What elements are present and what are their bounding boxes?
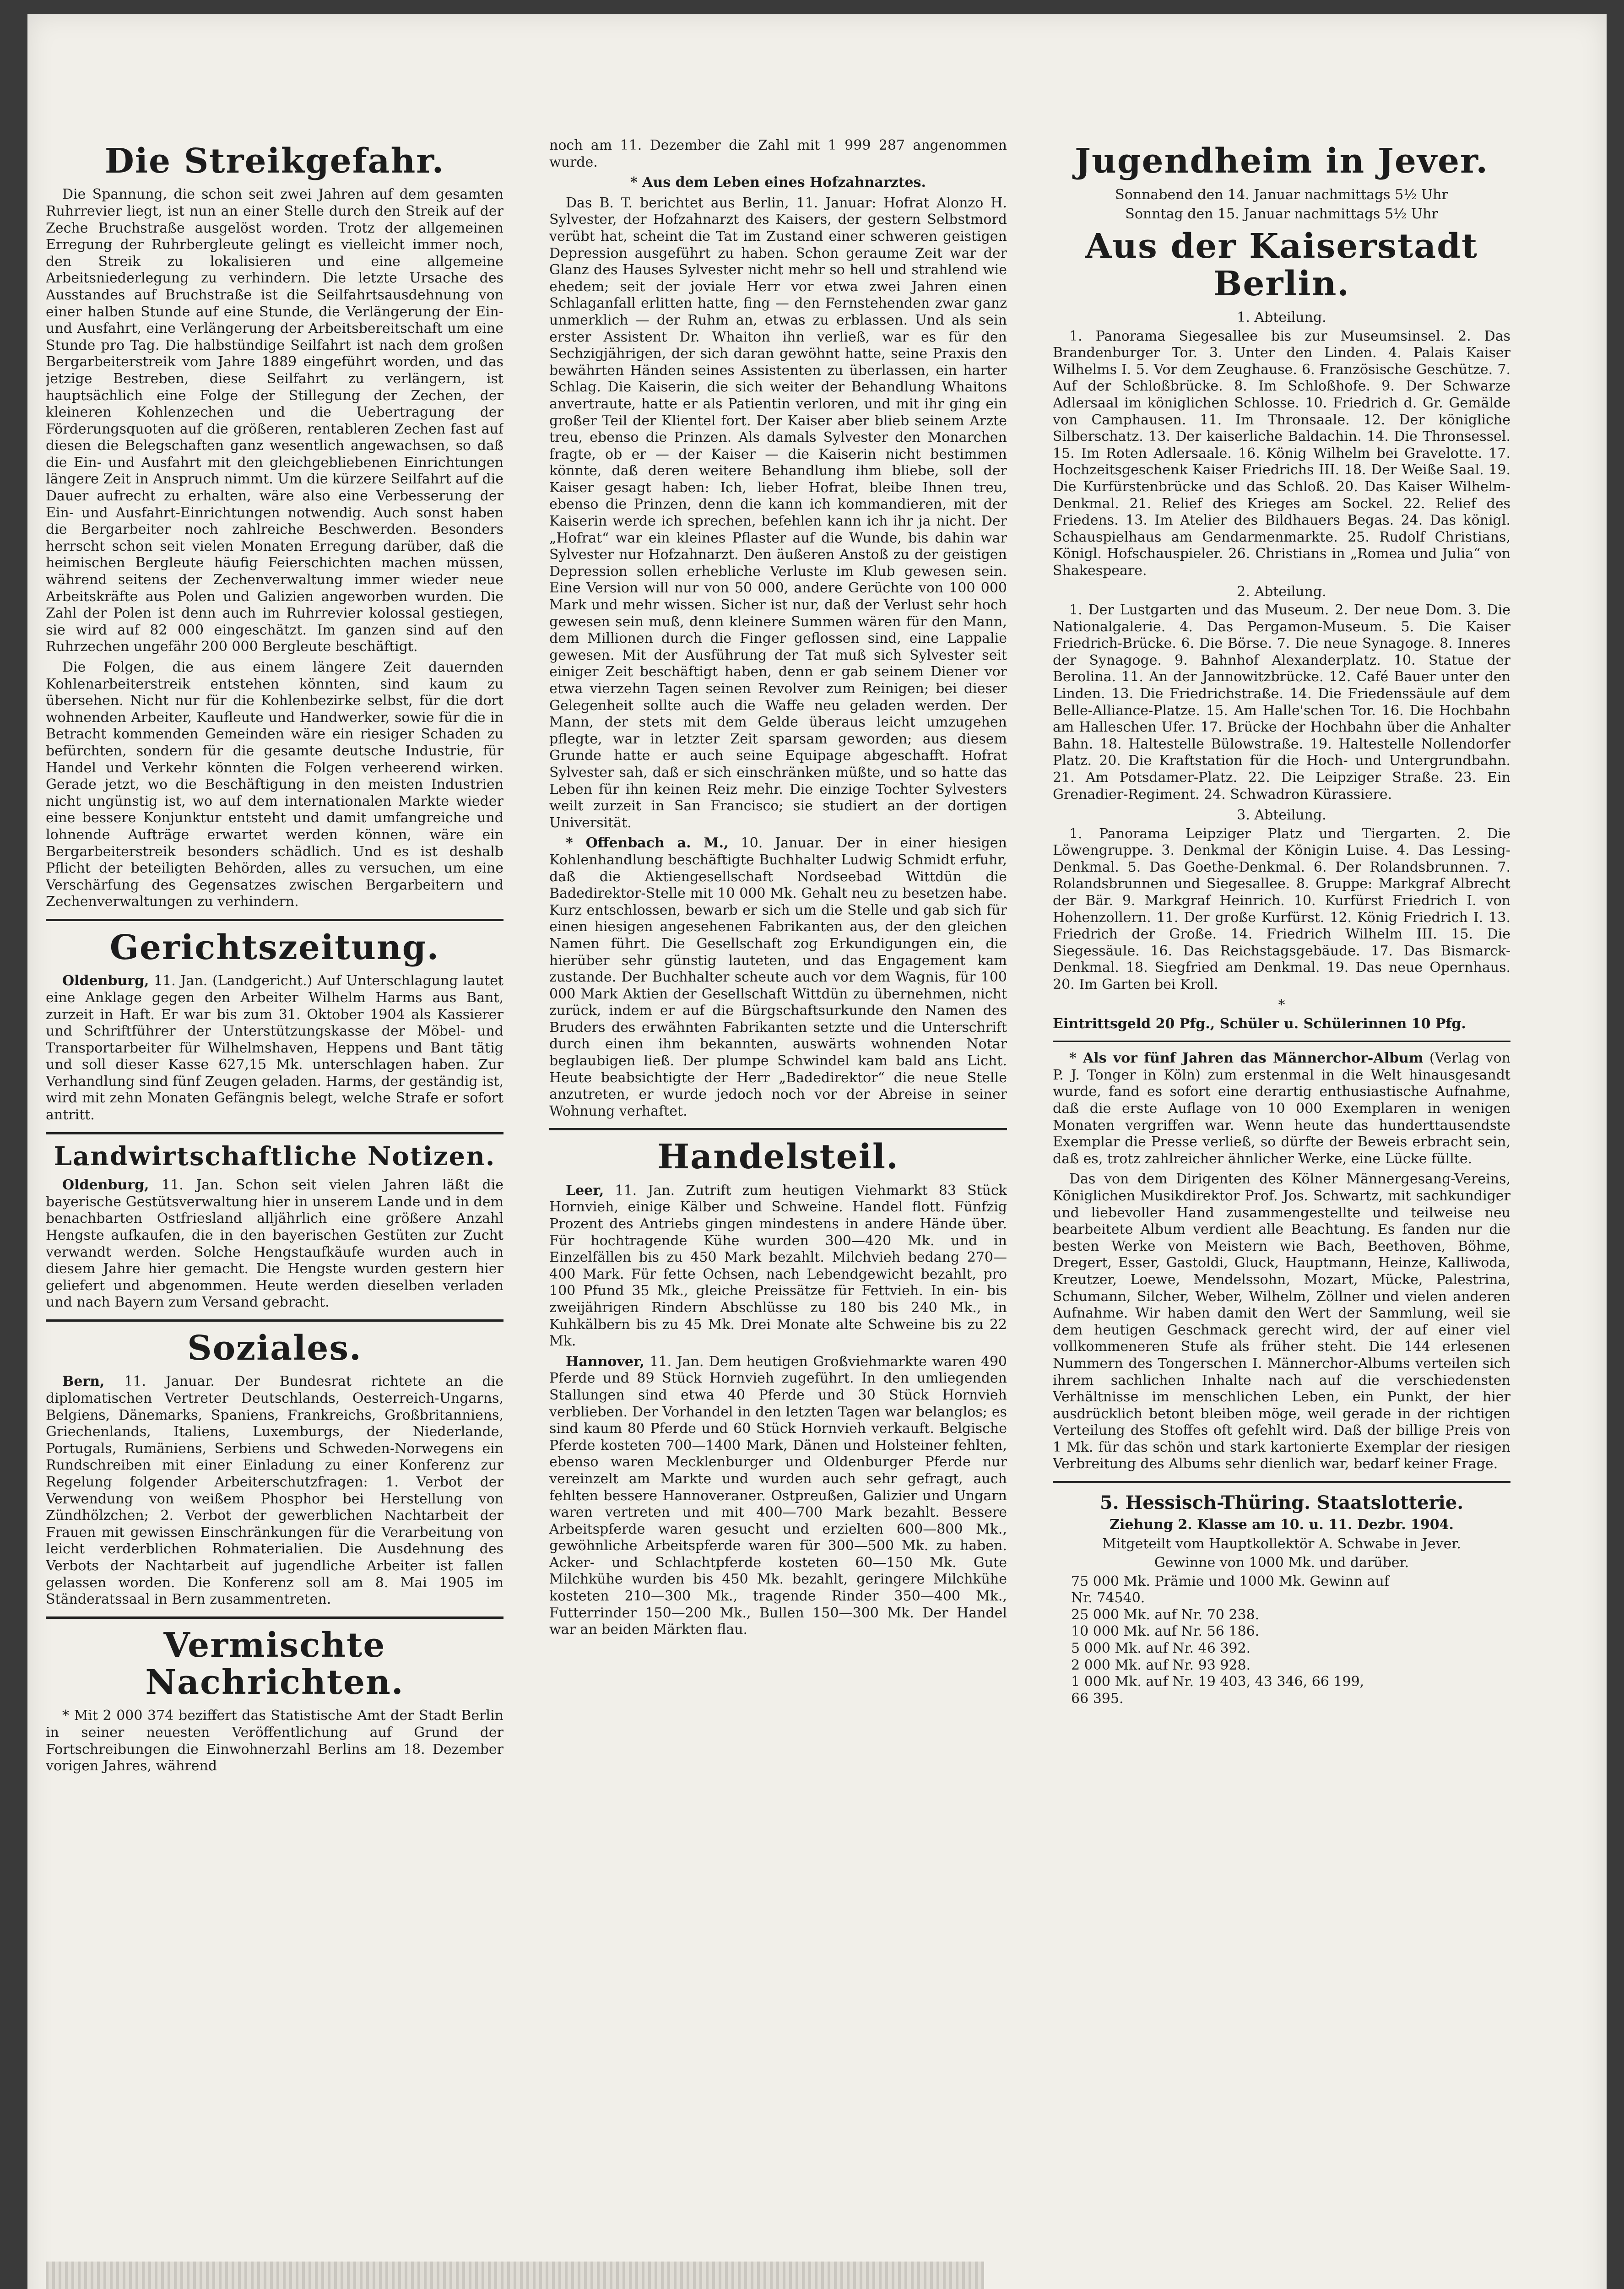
lotterie-gewinne: Gewinne von 1000 Mk. und darüber. [1154,1555,1409,1571]
section-divider [46,1616,503,1619]
column-2 [549,137,1007,2252]
section-divider [46,1319,503,1322]
gericht-heading: Gerichtszeitung. [109,928,440,967]
streik-heading: Die Streikgefahr. [104,141,445,181]
offenbach-paragraph [549,835,1007,1120]
section-divider [46,1132,503,1134]
eintritt-line: Eintrittsgeld 20 Pfg., Schüler u. Schülerinnen 10 Pfg. [1053,1015,1466,1032]
jugend-time: Sonnabend den 14. Januar nachmittags 5½ Uhr [1115,187,1448,203]
album-text: (Verlag von P. J. Tonger in Köln) zum erstenmal in die Welt hinausgesandt wurde, fand es sofort eine derartig enthusiastische Aufnahme, daß die erste Auflage von 10 000 Exemplaren in wenigen Monaten vergriffen war. Wenn heute das hunderttausendste Exemplar die Presse verließ, so dürfte der Beweis erbracht sein, daß es, trotz zahlreicher ähnlicher Werke, eine Lücke füllte. [1053,1050,1510,1167]
section-divider [1053,1481,1510,1483]
hannover-dateline: Hannover, [566,1353,645,1370]
lotterie-line: 1 000 Mk. auf Nr. 19 403, 43 346, 66 199, [1071,1674,1364,1690]
streik-paragraph: Die Folgen, die aus einem längere Zeit dauernden Kohlenarbeiterstreik entstehen könnten, sind kaum zu übersehen. Nicht nur für die Kohlenbezirke selbst, für die dort wohnenden Arbeiter, Kaufleute und Handwerker, sowie für die in Betracht kommenden Gemeinden wäre ein riesiger Schaden zu befürchten, sondern für die gesamte deutsche Industrie, für Handel und Verkehr könnten die Folgen verheerend wirken. Gerade jetzt, wo die Beschäftigung in den meisten Industrien nicht ungünstig ist, wo auf dem internationalen Markte wieder eine bessere Konjunktur entsteht und damit umfangreiche und lohnende Aufträge erwartet werden können, wäre ein Bergarbeiterstreik besonders schädlich. Und es ist deshalb Pflicht der beteiligten Behörden, alles zu versuchen, um eine Verschärfung des Gegensatzes zwischen Bergarbeitern und Zechenverwaltungen zu verhindern. [46,659,503,910]
landw-dateline: Oldenburg, [62,1177,149,1193]
section-divider [1053,1041,1510,1042]
landw-text: 11. Jan. Schon seit vielen Jahren läßt die bayerische Gestütsverwaltung hier in unserem Lande und in dem benachbarten Ostfriesland alljährlich eine größere Anzahl Hengste aufkaufen, die in den bayerischen Gestüten zur Zucht verwandt werden. Solche Hengstaufkäufe wurden auch in diesem Jahre hier gemacht. Die Hengste wurden gestern hier geliefert und abgenommen. Heute werden dieselben verladen und nach Bayern zum Versand gebracht. [46,1177,503,1311]
abt2-heading: 2. Abteilung. [1237,583,1326,600]
jugend-heading: Jugendheim in Jever. [1074,141,1489,181]
album-paragraph [1053,1050,1510,1167]
abt3-heading: 3. Abteilung. [1237,807,1326,824]
vermischte-paragraph: * Mit 2 000 374 beziffert das Statistische Amt der Stadt Berlin in seiner neuesten Veröffentlichung auf Grund der Fortschreibungen die Einwohnerzahl Berlins am 18. Dezember vorigen Jahres, während [46,1708,503,1774]
column-3 [1053,137,1510,2252]
vermischte-continuation: noch am 11. Dezember die Zahl mit 1 999 287 angenommen wurde. [549,137,1007,170]
abt1-heading: 1. Abteilung. [1237,309,1326,326]
page-columns [46,137,1510,2252]
jugend-time: Sonntag den 15. Januar nachmittags 5½ Uhr [1125,206,1438,222]
gericht-text: 11. Jan. (Landgericht.) Auf Unterschlagung lautet eine Anklage gegen den Arbeiter Wilhelm Harms aus Bant, zurzeit in Haft. Er war bis zum 31. Oktober 1904 als Kassierer und Schriftführer der Unterstützungskasse der Möbel- und Transportarbeiter für Wilhelmshaven, Heppens und Bant tätig und soll dieser Kasse 627,15 Mk. unterschlagen haben. Zur Verhandlung sind fünf Zeugen geladen. Harms, der geständig ist, wird mit zehn Monaten Gefängnis belegt, welche Strafe er sofort antritt. [46,973,503,1123]
offenbach-text: 10. Januar. Der in einer hiesigen Kohlenhandlung beschäftigte Buchhalter Ludwig Schmidt erfuhr, daß die Aktiengesellschaft Nordseebad Wittdün die Badedirektor-Stelle mit 10 000 Mk. Gehalt neu zu besetzen habe. Kurz entschlossen, bewarb er sich um die Stelle und gab sich für einen hiesigen angesehenen Fabrikanten aus, der den gleichen Namen führt. Die Gesellschaft zog Erkundigungen ein, die hierüber sehr günstig lauteten, und das Engagement kam zustande. Der Buchhalter scheute auch vor dem Wagnis, für 100 000 Mark Aktien der Gesellschaft Wittdün zu übernehmen, nicht zurück, indem er auf die Bürgschaftsurkunde den Namen des Bruders des erwähnten Fabrikanten setzte und die Unterschrift durch einen ihm bekannten, auswärts wohnenden Notar beglaubigen ließ. Der plumpe Schwindel kam bald ans Licht. Heute beabsichtigte der Herr „Badedirektor“ die neue Stelle anzutreten, er wurde jedoch noch vor der Abreise in seiner Wohnung verhaftet. [549,835,1007,1119]
gericht-dateline: Oldenburg, [62,973,149,989]
separator-star: * [1278,997,1285,1013]
offenbach-dateline: * Offenbach a. M., [566,835,729,852]
lotterie-line: 66 395. [1071,1690,1124,1707]
leer-paragraph [549,1182,1007,1350]
soziales-text: 11. Januar. Der Bundesrat richtete an die diplomatischen Vertreter Deutschlands, Oesterreich-Ungarns, Belgiens, Dänemarks, Spaniens, Frankreichs, Großbritanniens, Griechenlands, Italiens, Luxemburgs, der Niederlande, Portugals, Rumäniens, Serbiens und Schweden-Norwegens ein Rundschreiben mit einer Einladung zu einer Konferenz zur Regelung folgender Arbeiterschutzfragen: 1. Verbot der Verwendung von weißem Phosphor bei Herstellung von Zündhölzchen; 2. Verbot der gewerblichen Nachtarbeit der Frauen mit gewissen Einschränkungen für die Verarbeitung von leicht verderblichen Rohmaterialien. Die Ausdehnung des Verbots der Nachtarbeit auf jugendliche Arbeiter ist fallen gelassen worden. Die Konferenz soll am 8. Mai 1905 im Ständeratssaal in Bern zusammentreten. [46,1373,503,1608]
lotterie-list [1071,1573,1510,1708]
hannover-text: 11. Jan. Dem heutigen Großviehmarkte waren 490 Pferde und 89 Stück Hornvieh zugeführt. In den umliegenden Stallungen sind etwa 40 Pferde und 30 Stück Hornvieh verblieben. Der Vorhandel in den letzten Tagen war belanglos; es sind kaum 80 Pferde und 60 Stück Hornvieh verkauft. Belgische Pferde kosteten 700—1400 Mark, Dänen und Holsteiner fehlten, ebenso waren Mecklenburger und Oldenburger Pferde nur vereinzelt am Markte und wurden auch sehr gefragt, auch fehlten bessere Hannoveraner. Ostpreußen, Galizier und Ungarn waren vertreten und mit 400—700 Mark bezahlt. Bessere Arbeitspferde waren gesucht und erzielten 600—800 Mk., gewöhnliche Arbeitspferde waren für 300—500 Mk. zu haben. Acker- und Schlachtpferde kosteten 60—150 Mk. Gute Milchkühe wurden bis 450 Mk. bezahlt, geringere Milchkühe kosteten 210—300 Mk., tragende Rinder 350—400 Mk., Futterrinder 150—200 Mk., Bullen 150—300 Mk. Der Handel war an beiden Märkten flau. [549,1353,1007,1638]
section-divider [549,1128,1007,1130]
lotterie-source: Mitgeteilt vom Hauptkollektör A. Schwabe in Jever. [1102,1535,1461,1552]
print-smudge [46,2262,984,2289]
lotterie-line: 2 000 Mk. auf Nr. 93 928. [1071,1657,1251,1673]
lotterie-line: 25 000 Mk. auf Nr. 70 238. [1071,1606,1260,1623]
album-lead: * Als vor fünf Jahren das Männerchor-Album [1069,1050,1424,1067]
lotterie-subheading: Ziehung 2. Klasse am 10. u. 11. Dezbr. 1904. [1110,1517,1454,1533]
leer-text: 11. Jan. Zutrift zum heutigen Viehmarkt 83 Stück Hornvieh, einige Kälber und Schweine. Handel flott. Fünfzig Prozent des Antriebs gingen mindestens in andere Hände über. Für hochtragende Kühe wurden 300—420 Mk. und in Einzelfällen bis zu 450 Mark bezahlt. Milchvieh bedang 270—400 Mark. Für fette Ochsen, nach Lebendgewicht bezahlt, pro 100 Pfund 35 Mk., gleiche Preissätze für Fettvieh. In ein- bis zweijährigen Rindern Abschlüsse zu 180 bis 240 Mk., in Kuhkälbern bis zu 45 Mk. Drei Monate alte Schweine bis zu 22 Mk. [549,1182,1007,1350]
album-paragraph: Das von dem Dirigenten des Kölner Männergesang-Vereins, Königlichen Musikdirektor Prof. Jos. Schwartz, mit sachkundiger und liebevoller Hand zusammengestellte und teilweise neu bearbeitete Album verdient alle Beachtung. Es fanden nur die besten Werke von Meistern wie Bach, Beethoven, Böhme, Dregert, Esser, Gastoldi, Gluck, Hauptmann, Heinze, Kalliwoda, Kreutzer, Loewe, Mendelssohn, Mozart, Mücke, Palestrina, Schumann, Silcher, Weber, Wilhelm, Zöllner und vielen anderen Aufnahme. Wir haben damit den Wert der Sammlung, weil sie dem heutigen Geschmack gerecht wird, der auf einer viel vollkommeneren Stufe als früher steht. Die 144 erlesenen Nummern des Tongerschen I. Männerchor-Albums verteilen sich ihrem sachlichen Inhalte nach auf die verschiedensten Verhältnisse im menschlichen Leben, ein Punkt, der hier ausdrücklich betont bleiben möge, weil gerade in der richtigen Verteilung des Stoffes oft gefehlt wird. Daß der billige Preis von 1 Mk. für das schön und stark kartonierte Exemplar der riesigen Verbreitung des Albums sehr dienlich war, bedarf keiner Frage. [1053,1171,1510,1472]
leer-dateline: Leer, [566,1182,604,1199]
hannover-paragraph [549,1354,1007,1638]
hofzahn-paragraph: Das B. T. berichtet aus Berlin, 11. Januar: Hofrat Alonzo H. Sylvester, der Hofzahnarzt des Kaisers, der gestern Selbstmord verübt hat, scheint die Tat im Zustand einer schweren geistigen Depression ausgeführt zu haben. Schon geraume Zeit war der Glanz des Hauses Sylvester nicht mehr so hell und strahlend wie ehedem; seit der joviale Herr vor etwa zwei Jahren einen Schlaganfall erlitten hatte, fing — den Fernstehenden zwar ganz unmerklich — der Ruhm an, etwas zu erblassen. Und als sein erster Assistent Dr. Whaiton ihn verließ, war es für den Sechzigjährigen, der sich daran gewöhnt hatte, seine Praxis den bewährten Händen seines Assistenten zu überlassen, ein harter Schlag. Die Kaiserin, die sich weiter der Behandlung Whaitons anvertraute, hatte er als Patientin verloren, und mit ihr ging ein großer Teil der Klientel fort. Der Kaiser aber blieb seinem Arzte treu, ebenso die Prinzen. Als damals Sylvester den Monarchen fragte, ob er — der Kaiser — die Kaiserin nicht bestimmen könnte, daß deren weitere Behandlung ihm bliebe, soll der Kaiser gesagt haben: Ich, lieber Hofrat, bleibe Ihnen treu, ebenso die Prinzen, denn die kann ich kommandieren, mit der Kaiserin werde ich sprechen, befehlen kann ich ihr ja nicht. Der „Hofrat“ war ein kleines Pflaster auf die Wunde, bis dahin war Sylvester nur Hofzahnarzt. Den äußeren Anstoß zu der geistigen Depression sollen erhebliche Verluste im Klub gewesen sein. Eine Version will nur von 50 000, andere Gerüchte von 100 000 Mark und mehr wissen. Sicher ist nur, daß der Verlust sehr hoch gewesen sein muß, denn kleinere Summen wären für den Mann, dem Millionen durch die Finger geflossen sind, eine Lappalie gewesen. Mit der Ausführung der Tat muß sich Sylvester seit einiger Zeit beschäftigt haben, denn er gab seinem Diener vor etwa vierzehn Tagen seinen Revolver zum Reinigen; bei dieser Gelegenheit sollte auch die Waffe neu geladen werden. Der Mann, der stets mit dem Gelde überaus leicht umzugehen pflegte, war in letzter Zeit sparsam geworden; aus diesem Grunde hatte er auch seine Equipage abgeschafft. Hofrat Sylvester sah, daß er sich einschränken müßte, und so hatte das Leben für ihn keinen Reiz mehr. Die einzige Tochter Sylvesters weilt zurzeit in San Francisco; sie studiert an der dortigen Universität. [549,195,1007,831]
abt3-list: 1. Panorama Leipziger Platz und Tiergarten. 2. Die Löwengruppe. 3. Denkmal der Königin Luise. 4. Das Lessing-Denkmal. 5. Das Goethe-Denkmal. 6. Der Rolandsbrunnen. 7. Rolandsbrunnen und Siegesallee. 8. Gruppe: Markgraf Albrecht der Bär. 9. Markgraf Heinrich. 10. Kurfürst Friedrich I. von Hohenzollern. 11. Der große Kurfürst. 12. König Friedrich I. 13. Friedrich der Große. 14. Friedrich Wilhelm III. 15. Die Siegessäule. 16. Das Reichstagsgebäude. 17. Das Bismarck-Denkmal. 18. Siegfried am Denkmal. 19. Das neue Opernhaus. 20. Im Garten bei Kroll. [1053,825,1510,993]
handel-heading: Handelsteil. [657,1137,899,1177]
soziales-heading: Soziales. [187,1329,362,1368]
kaiser-heading: Aus der Kaiserstadt Berlin. [1085,227,1478,304]
landw-heading: Landwirtschaftliche Notizen. [54,1141,496,1172]
abt1-list: 1. Panorama Siegesallee bis zur Museumsinsel. 2. Das Brandenburger Tor. 3. Unter den Linden. 4. Palais Kaiser Wilhelms I. 5. Vor dem Zeughause. 6. Französische Geschütze. 7. Auf der Schloßbrücke. 8. Im Schloßhofe. 9. Der Schwarze Adlersaal im königlichen Schlosse. 10. Friedrich d. Gr. Gemälde von Camphausen. 11. Im Thronsaale. 12. Der königliche Silberschatz. 13. Der kaiserliche Baldachin. 14. Die Thronsessel. 15. Im Roten Adlersaale. 16. König Wilhelm bei Gravelotte. 17. Hochzeitsgeschenk Kaiser Friedrichs III. 18. Der Weiße Saal. 19. Die Kurfürstenbrücke und das Schloß. 20. Das Kaiser Wilhelm-Denkmal. 21. Relief des Krieges am Sockel. 22. Relief des Friedens. 13. Im Atelier des Bildhauers Begas. 24. Das königl. Schauspielhaus am Gendarmenmarkte. 25. Rudolf Christians, Königl. Hofschauspieler. 26. Christians in „Romea und Julia“ von Shakespeare. [1053,328,1510,579]
hofzahn-lead: * Aus dem Leben eines Hofzahnarztes. [630,174,926,191]
column-1 [46,137,503,2252]
lotterie-line: 10 000 Mk. auf Nr. 56 186. [1071,1623,1260,1640]
soziales-paragraph [46,1373,503,1608]
abt2-list: 1. Der Lustgarten und das Museum. 2. Der neue Dom. 3. Die Nationalgalerie. 4. Das Pergamon-Museum. 5. Die Kaiser Friedrich-Brücke. 6. Die Börse. 7. Die neue Synagoge. 8. Inneres der Synagoge. 9. Bahnhof Alexanderplatz. 10. Statue der Berolina. 11. An der Jannowitzbrücke. 12. Café Bauer unter den Linden. 13. Die Friedrichstraße. 14. Die Friedenssäule auf dem Belle-Alliance-Platze. 15. Am Halle'schen Tor. 16. Die Hochbahn am Halleschen Ufer. 17. Brücke der Hochbahn über die Anhalter Bahn. 18. Haltestelle Bülowstraße. 19. Haltestelle Nollendorfer Platz. 20. Die Kraftstation für die Hoch- und Untergrundbahn. 21. Am Potsdamer-Platz. 22. Die Leipziger Straße. 23. Ein Grenadier-Regiment. 24. Schwadron Kürassiere. [1053,602,1510,803]
landw-paragraph [46,1177,503,1311]
lotterie-line: Nr. 74540. [1071,1590,1145,1606]
streik-paragraph: Die Spannung, die schon seit zwei Jahren auf dem gesamten Ruhrrevier liegt, ist nun an einer Stelle durch den Streik auf der Zeche Bruchstraße ausgelöst worden. Trotz der allgemeinen Erregung der Ruhrbergleute gelingt es vielleicht immer noch, den Streik zu lokalisieren und eine allgemeine Arbeitsniederlegung zu verhindern. Die letzte Ursache des Ausstandes auf Bruchstraße ist die Seilfahrtsausdehnung von einer halben Stunde auf eine Stunde, die Verlängerung der Ein- und Ausfahrt, eine Verlängerung der Arbeitsbereitschaft um eine Stunde pro Tag. Die halbstündige Seilfahrt ist nach dem großen Bergarbeiterstreik vom Jahre 1889 eingeführt worden, und das jetzige Bestreben, diese Seilfahrt zu verlängern, ist hauptsächlich eine Folge der Stillegung der Zechen, der kleineren Kohlenzechen und die Uebertragung der Förderungsquoten auf die größeren, rentableren Zechen fast auf diesen die Belegschaften ganz wesentlich angewachsen, so daß die Ein- und Ausfahrt mit den gleichgebliebenen Einrichtungen längere Zeit in Anspruch nimmt. Um die kürzere Seilfahrt auf die Dauer aufrecht zu erhalten, wäre also eine Verbesserung der Ein- und Ausfahrt-Einrichtungen notwendig. Auch sonst haben die Bergarbeiter noch zahlreiche Beschwerden. Besonders herrscht schon seit vielen Monaten Erregung darüber, daß die heimischen Bergleute häufig Feierschichten machen müssen, während seitens der Zechenverwaltung immer wieder neue Arbeitskräfte aus Polen und Galizien angeworben wurden. Die Zahl der Polen ist denn auch im Ruhrrevier kolossal gestiegen, sie wird auf 82 000 eingeschätzt. Im ganzen sind auf den Ruhrzechen ungefähr 200 000 Bergleute beschäftigt. [46,186,503,655]
lotterie-line: 5 000 Mk. auf Nr. 46 392. [1071,1640,1251,1656]
vermischte-heading: Vermischte Nachrichten. [145,1625,404,1703]
soziales-dateline: Bern, [62,1373,105,1390]
lotterie-line: 75 000 Mk. Prämie und 1000 Mk. Gewinn auf [1071,1573,1389,1589]
lotterie-heading: 5. Hessisch-Thüring. Staatslotterie. [1099,1492,1464,1514]
section-divider [46,919,503,921]
gericht-paragraph [46,973,503,1123]
